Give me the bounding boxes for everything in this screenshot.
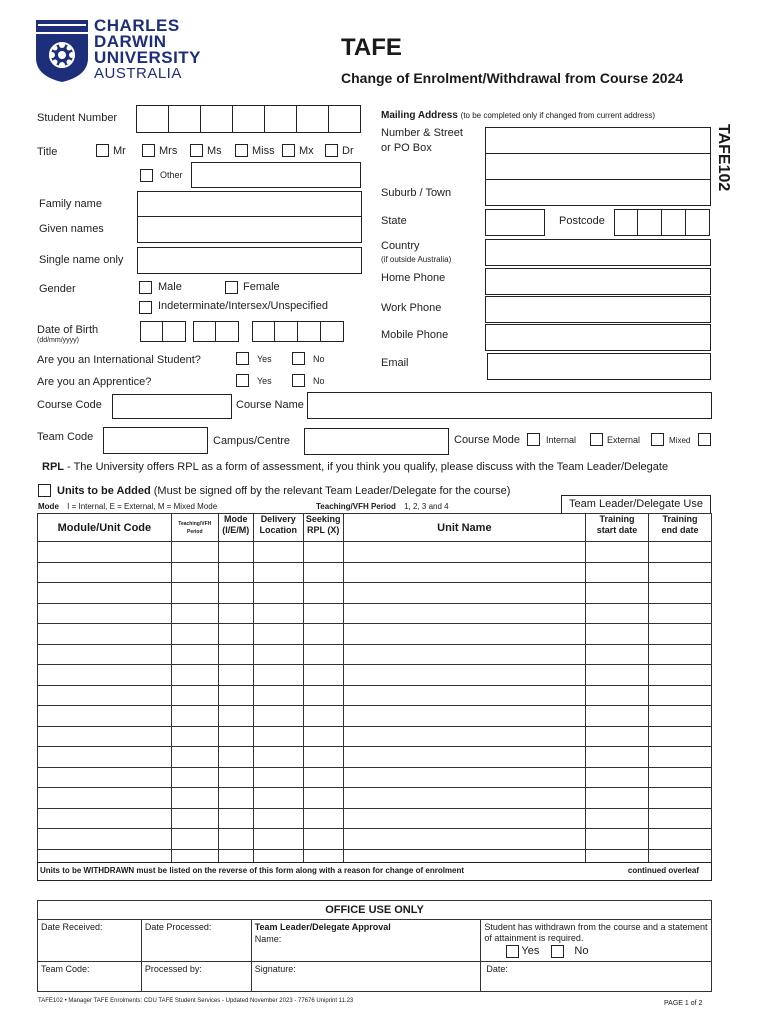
unit-name-cell[interactable] <box>343 726 585 747</box>
unit-row <box>38 624 712 645</box>
mode-cell[interactable] <box>218 829 253 850</box>
suburb-input[interactable] <box>485 179 711 206</box>
delivery-cell[interactable] <box>253 726 303 747</box>
mode-cell[interactable] <box>218 808 253 829</box>
col-module <box>38 514 172 542</box>
office-use-table <box>37 900 712 992</box>
rpl-text: - The University offers RPL as a form of assessment, if you think you qualify, please discuss with the Team Leader/Delegate <box>64 461 669 473</box>
rpl-cell[interactable] <box>303 685 343 706</box>
unit-name-cell[interactable] <box>343 808 585 829</box>
rpl-cell[interactable] <box>303 808 343 829</box>
end-date-cell[interactable] <box>649 603 712 624</box>
end-date-cell[interactable] <box>649 808 712 829</box>
processed-by-cell[interactable] <box>141 962 251 992</box>
rpl-note <box>42 461 668 473</box>
work-phone-label: Work Phone <box>381 302 442 314</box>
col-rpl-line2: RPL (X) <box>307 525 340 535</box>
title-other-checkbox[interactable] <box>140 169 153 182</box>
home-phone-label: Home Phone <box>381 272 446 284</box>
unit-name-cell[interactable] <box>343 706 585 727</box>
approval-label: Team Leader/Delegate Approval <box>254 922 391 932</box>
postcode-input[interactable] <box>614 209 710 236</box>
end-date-cell[interactable] <box>649 562 712 583</box>
mode-cell[interactable] <box>218 747 253 768</box>
family-name-label: Family name <box>39 198 102 210</box>
unit-code-cell[interactable] <box>38 685 172 706</box>
mode-key <box>38 502 217 511</box>
rpl-cell[interactable] <box>303 644 343 665</box>
unit-row <box>38 788 712 809</box>
mode-cell[interactable] <box>218 706 253 727</box>
mode-cell[interactable] <box>218 685 253 706</box>
start-date-cell[interactable] <box>586 665 649 686</box>
footer-page: PAGE 1 of 2 <box>664 1000 703 1007</box>
family-name-input[interactable] <box>137 191 362 218</box>
col-end-line1: Training <box>662 514 698 524</box>
col-period-line2: Period <box>186 529 203 535</box>
delivery-cell[interactable] <box>253 562 303 583</box>
rpl-cell[interactable] <box>303 767 343 788</box>
col-period-line1: Teaching/VFH <box>178 521 212 527</box>
international-yes-label: Yes <box>257 354 272 364</box>
period-cell[interactable] <box>171 562 218 583</box>
date-received-label: Date Received: <box>41 922 103 932</box>
start-date-cell[interactable] <box>586 583 649 604</box>
col-unit-name <box>343 514 585 542</box>
country-hint: (if outside Australia) <box>381 255 452 264</box>
dob-hint: (dd/mm/yyyy) <box>37 337 79 344</box>
end-date-cell[interactable] <box>649 767 712 788</box>
delivery-cell[interactable] <box>253 583 303 604</box>
delivery-cell[interactable] <box>253 788 303 809</box>
unit-code-cell[interactable] <box>38 583 172 604</box>
unit-code-cell[interactable] <box>38 706 172 727</box>
processed-by-label: Processed by: <box>144 964 202 974</box>
col-end <box>649 514 712 542</box>
country-label: Country <box>381 240 420 252</box>
unit-row <box>38 542 712 563</box>
col-mode-line1: Mode <box>223 514 248 524</box>
date-processed-label: Date Processed: <box>144 922 212 932</box>
signature-cell[interactable] <box>251 962 481 992</box>
signature-label: Signature: <box>254 964 296 974</box>
street-input-2[interactable] <box>485 153 711 180</box>
dob-label: Date of Birth <box>37 324 99 336</box>
unit-row <box>38 747 712 768</box>
end-date-cell[interactable] <box>649 583 712 604</box>
period-cell[interactable] <box>171 747 218 768</box>
col-unit-name-text: Unit Name <box>437 521 492 534</box>
date-processed-cell[interactable] <box>141 920 251 962</box>
unit-name-cell[interactable] <box>343 562 585 583</box>
campus-input[interactable] <box>304 428 449 455</box>
unit-code-cell[interactable] <box>38 603 172 624</box>
title-dr-label: Dr <box>342 145 354 157</box>
team-code-input[interactable] <box>103 427 208 454</box>
rpl-cell[interactable] <box>303 562 343 583</box>
rpl-cell[interactable] <box>303 542 343 563</box>
mode-key-label: Mode <box>38 502 59 511</box>
approval-name-label: Name: <box>254 934 282 944</box>
start-date-cell[interactable] <box>586 788 649 809</box>
date-label: Date: <box>486 964 508 974</box>
unit-name-cell[interactable] <box>343 542 585 563</box>
street-label-2: or PO Box <box>381 142 432 154</box>
rpl-cell[interactable] <box>303 603 343 624</box>
mode-cell[interactable] <box>218 542 253 563</box>
period-cell[interactable] <box>171 706 218 727</box>
end-date-cell[interactable] <box>649 829 712 850</box>
apprentice-yes-checkbox[interactable] <box>236 374 249 387</box>
delivery-cell[interactable] <box>253 644 303 665</box>
end-date-cell[interactable] <box>649 747 712 768</box>
col-delivery <box>253 514 303 542</box>
col-delivery-line2: Location <box>259 525 297 535</box>
page-subheading: Change of Enrolment/Withdrawal from Course 2024 <box>341 70 684 86</box>
unit-row <box>38 603 712 624</box>
course-code-input[interactable] <box>112 394 232 419</box>
mode-cell[interactable] <box>218 603 253 624</box>
unit-code-cell[interactable] <box>38 624 172 645</box>
end-date-cell[interactable] <box>649 706 712 727</box>
col-start <box>586 514 649 542</box>
given-names-input[interactable] <box>137 216 362 243</box>
team-use-label: Team Leader/Delegate Use <box>561 495 711 514</box>
title-mx-label: Mx <box>299 145 314 157</box>
title-ms-label: Ms <box>207 145 222 157</box>
unit-row <box>38 767 712 788</box>
unit-row <box>38 665 712 686</box>
form-code: TAFE102 <box>715 124 732 192</box>
delivery-cell[interactable] <box>253 542 303 563</box>
campus-label: Campus/Centre <box>213 435 291 447</box>
logo-line-2: DARWIN <box>94 32 167 51</box>
end-date-cell[interactable] <box>649 685 712 706</box>
col-mode-line2: (I/E/M) <box>222 525 250 535</box>
start-date-cell[interactable] <box>586 829 649 850</box>
unit-code-cell[interactable] <box>38 829 172 850</box>
given-names-label: Given names <box>39 223 104 235</box>
mailing-address-heading <box>381 110 655 121</box>
email-input[interactable] <box>487 353 711 380</box>
rpl-cell[interactable] <box>303 829 343 850</box>
mode-external-checkbox[interactable] <box>590 433 603 446</box>
title-dr-checkbox[interactable] <box>325 144 338 157</box>
title-miss-label: Miss <box>252 145 275 157</box>
apprentice-no-label: No <box>313 376 325 386</box>
rpl-cell[interactable] <box>303 788 343 809</box>
mode-cell[interactable] <box>218 644 253 665</box>
end-date-cell[interactable] <box>649 624 712 645</box>
apprentice-yes-label: Yes <box>257 376 272 386</box>
unit-row <box>38 808 712 829</box>
mailing-address-note: (to be completed only if changed from current address) <box>460 111 655 120</box>
unit-row <box>38 583 712 604</box>
team-code-office-label: Team Code: <box>41 964 90 974</box>
title-mr-checkbox[interactable] <box>96 144 109 157</box>
apprentice-label: Are you an Apprentice? <box>37 376 152 388</box>
mode-external-label: External <box>607 435 641 445</box>
unit-row <box>38 644 712 665</box>
international-no-label: No <box>313 354 325 364</box>
street-input-1[interactable] <box>485 127 711 154</box>
title-other-label: Other <box>160 170 183 180</box>
start-date-cell[interactable] <box>586 542 649 563</box>
logo-line-3: UNIVERSITY <box>94 48 202 67</box>
email-label: Email <box>381 357 409 369</box>
gender-label: Gender <box>39 283 76 295</box>
start-date-cell[interactable] <box>586 603 649 624</box>
unit-code-cell[interactable] <box>38 562 172 583</box>
dob-month-input[interactable] <box>193 321 239 342</box>
start-date-cell[interactable] <box>586 644 649 665</box>
withdrawn-no-label: No <box>574 945 589 957</box>
end-date-cell[interactable] <box>649 665 712 686</box>
units-footer-right: continued overleaf <box>627 866 699 875</box>
international-yes-checkbox[interactable] <box>236 352 249 365</box>
student-number-label: Student Number <box>37 112 118 124</box>
period-cell[interactable] <box>171 542 218 563</box>
period-cell[interactable] <box>171 767 218 788</box>
mobile-phone-input[interactable] <box>485 324 711 351</box>
mode-cell[interactable] <box>218 788 253 809</box>
end-date-cell[interactable] <box>649 788 712 809</box>
rpl-cell[interactable] <box>303 747 343 768</box>
rpl-cell[interactable] <box>303 726 343 747</box>
col-period <box>171 514 218 542</box>
unit-row <box>38 562 712 583</box>
unit-name-cell[interactable] <box>343 603 585 624</box>
unit-code-cell[interactable] <box>38 542 172 563</box>
period-cell[interactable] <box>171 603 218 624</box>
unit-code-cell[interactable] <box>38 767 172 788</box>
mode-internal-checkbox[interactable] <box>527 433 540 446</box>
period-key-label: Teaching/VFH Period <box>316 502 396 511</box>
unit-code-cell[interactable] <box>38 788 172 809</box>
units-added-checkbox[interactable] <box>38 484 51 497</box>
mode-cell[interactable] <box>218 583 253 604</box>
col-module-text: Module/Unit Code <box>57 521 152 534</box>
unit-code-cell[interactable] <box>38 665 172 686</box>
title-other-input[interactable] <box>191 162 361 188</box>
delivery-cell[interactable] <box>253 685 303 706</box>
rpl-cell[interactable] <box>303 706 343 727</box>
apprentice-no-checkbox[interactable] <box>292 374 305 387</box>
team-code-office-cell[interactable] <box>38 962 142 992</box>
title-mrs-checkbox[interactable] <box>142 144 155 157</box>
unit-name-cell[interactable] <box>343 747 585 768</box>
international-no-checkbox[interactable] <box>292 352 305 365</box>
delivery-cell[interactable] <box>253 624 303 645</box>
period-cell[interactable] <box>171 624 218 645</box>
footer-left: TAFE102 • Manager TAFE Enrolments: CDU TAFE Student Services - Updated November 2023 - 77676 Uniprint 11.23 <box>38 998 354 1004</box>
units-added-heading <box>57 485 510 497</box>
delivery-cell[interactable] <box>253 747 303 768</box>
postcode-label: Postcode <box>559 215 605 227</box>
col-mode <box>218 514 253 542</box>
unit-code-cell[interactable] <box>38 726 172 747</box>
unit-row <box>38 685 712 706</box>
mode-cell[interactable] <box>218 726 253 747</box>
mode-cell[interactable] <box>218 562 253 583</box>
rpl-cell[interactable] <box>303 583 343 604</box>
rpl-cell[interactable] <box>303 624 343 645</box>
period-cell[interactable] <box>171 583 218 604</box>
end-date-cell[interactable] <box>649 726 712 747</box>
period-cell[interactable] <box>171 788 218 809</box>
rpl-prefix: RPL <box>42 461 64 473</box>
title-ms-checkbox[interactable] <box>190 144 203 157</box>
unit-row <box>38 726 712 747</box>
page-heading: TAFE <box>341 34 402 61</box>
gender-male-checkbox[interactable] <box>139 281 152 294</box>
course-mode-label: Course Mode <box>454 434 521 446</box>
logo-line-4: AUSTRALIA <box>94 65 182 82</box>
units-footer <box>37 862 712 881</box>
col-rpl-line1: Seeking <box>305 514 341 524</box>
mode-mixed-box[interactable] <box>698 433 711 446</box>
cdu-logo <box>34 18 234 88</box>
mailing-address-title: Mailing Address <box>381 110 458 121</box>
team-code-label: Team Code <box>37 431 94 443</box>
delivery-cell[interactable] <box>253 665 303 686</box>
logo-line-1: CHARLES <box>94 16 180 35</box>
mode-cell[interactable] <box>218 665 253 686</box>
mode-internal-label: Internal <box>546 435 577 445</box>
delivery-cell[interactable] <box>253 808 303 829</box>
gender-female-label: Female <box>243 281 280 293</box>
unit-name-cell[interactable] <box>343 788 585 809</box>
mode-mixed-label: Mixed <box>669 436 691 445</box>
unit-row <box>38 706 712 727</box>
start-date-cell[interactable] <box>586 808 649 829</box>
suburb-label: Suburb / Town <box>381 187 452 199</box>
single-name-label: Single name only <box>39 254 124 266</box>
col-start-line2: start date <box>596 525 638 535</box>
date-cell[interactable] <box>481 962 712 992</box>
col-start-line1: Training <box>599 514 635 524</box>
delivery-cell[interactable] <box>253 767 303 788</box>
unit-name-cell[interactable] <box>343 583 585 604</box>
end-date-cell[interactable] <box>649 644 712 665</box>
col-delivery-line1: Delivery <box>260 514 296 524</box>
street-label-1: Number & Street <box>381 127 463 139</box>
work-phone-input[interactable] <box>485 296 711 323</box>
mode-key-text: I = Internal, E = External, M = Mixed Mode <box>67 502 218 511</box>
end-date-cell[interactable] <box>649 542 712 563</box>
title-mr-label: Mr <box>113 145 126 157</box>
cdu-crest-icon <box>34 18 90 84</box>
mode-cell[interactable] <box>218 767 253 788</box>
home-phone-input[interactable] <box>485 268 711 295</box>
units-header-row <box>38 514 712 542</box>
units-added-note: (Must be signed off by the relevant Team Leader/Delegate for the course) <box>153 485 511 497</box>
gender-male-label: Male <box>158 281 182 293</box>
gender-female-checkbox[interactable] <box>225 281 238 294</box>
start-date-cell[interactable] <box>586 747 649 768</box>
start-date-cell[interactable] <box>586 685 649 706</box>
start-date-cell[interactable] <box>586 767 649 788</box>
period-cell[interactable] <box>171 726 218 747</box>
title-mx-checkbox[interactable] <box>282 144 295 157</box>
delivery-cell[interactable] <box>253 706 303 727</box>
period-cell[interactable] <box>171 665 218 686</box>
mode-mixed-checkbox[interactable] <box>651 433 664 446</box>
course-name-label: Course Name <box>236 399 304 411</box>
period-key-text: 1, 2, 3 and 4 <box>404 502 449 511</box>
withdrawn-yes-checkbox[interactable] <box>506 945 519 958</box>
course-name-input[interactable] <box>307 392 712 419</box>
approval-cell[interactable] <box>251 920 481 962</box>
units-body <box>38 542 712 870</box>
unit-name-cell[interactable] <box>343 829 585 850</box>
mobile-phone-label: Mobile Phone <box>381 329 449 341</box>
units-added-title: Units to be Added <box>57 485 151 497</box>
date-received-cell[interactable] <box>38 920 142 962</box>
state-label: State <box>381 215 407 227</box>
period-cell[interactable] <box>171 685 218 706</box>
dob-year-input[interactable] <box>252 321 344 342</box>
gender-indeterminate-label: Indeterminate/Intersex/Unspecified <box>158 300 328 312</box>
office-use-title <box>38 901 712 920</box>
single-name-input[interactable] <box>137 247 362 274</box>
unit-code-cell[interactable] <box>38 808 172 829</box>
units-footer-left: Units to be WITHDRAWN must be listed on the reverse of this form along with a reason for change of enrolment <box>40 866 465 875</box>
title-label: Title <box>37 146 58 158</box>
country-input[interactable] <box>485 239 711 266</box>
start-date-cell[interactable] <box>586 706 649 727</box>
start-date-cell[interactable] <box>586 624 649 645</box>
unit-row <box>38 829 712 850</box>
unit-name-cell[interactable] <box>343 624 585 645</box>
international-label: Are you an International Student? <box>37 354 201 366</box>
unit-code-cell[interactable] <box>38 644 172 665</box>
student-number-input[interactable] <box>136 105 362 133</box>
withdrawn-text: Student has withdrawn from the course and a statement of attainment is required. <box>484 922 708 943</box>
units-table <box>37 513 712 870</box>
rpl-cell[interactable] <box>303 665 343 686</box>
course-code-label: Course Code <box>37 399 102 411</box>
withdrawn-yes-label: Yes <box>521 945 540 957</box>
title-mrs-label: Mrs <box>159 145 178 157</box>
period-cell[interactable] <box>171 644 218 665</box>
delivery-cell[interactable] <box>253 603 303 624</box>
start-date-cell[interactable] <box>586 726 649 747</box>
delivery-cell[interactable] <box>253 829 303 850</box>
gender-indeterminate-checkbox[interactable] <box>139 301 152 314</box>
dob-day-input[interactable] <box>140 321 186 342</box>
state-input[interactable] <box>485 209 545 236</box>
start-date-cell[interactable] <box>586 562 649 583</box>
office-use-title-text: OFFICE USE ONLY <box>325 904 424 916</box>
col-rpl <box>303 514 343 542</box>
unit-name-cell[interactable] <box>343 644 585 665</box>
unit-code-cell[interactable] <box>38 747 172 768</box>
unit-name-cell[interactable] <box>343 685 585 706</box>
unit-name-cell[interactable] <box>343 767 585 788</box>
withdrawn-no-checkbox[interactable] <box>551 945 564 958</box>
unit-name-cell[interactable] <box>343 665 585 686</box>
period-cell[interactable] <box>171 829 218 850</box>
col-end-line2: end date <box>661 525 699 535</box>
title-miss-checkbox[interactable] <box>235 144 248 157</box>
mode-cell[interactable] <box>218 624 253 645</box>
period-key <box>316 502 449 511</box>
withdrawn-cell <box>481 920 712 962</box>
period-cell[interactable] <box>171 808 218 829</box>
